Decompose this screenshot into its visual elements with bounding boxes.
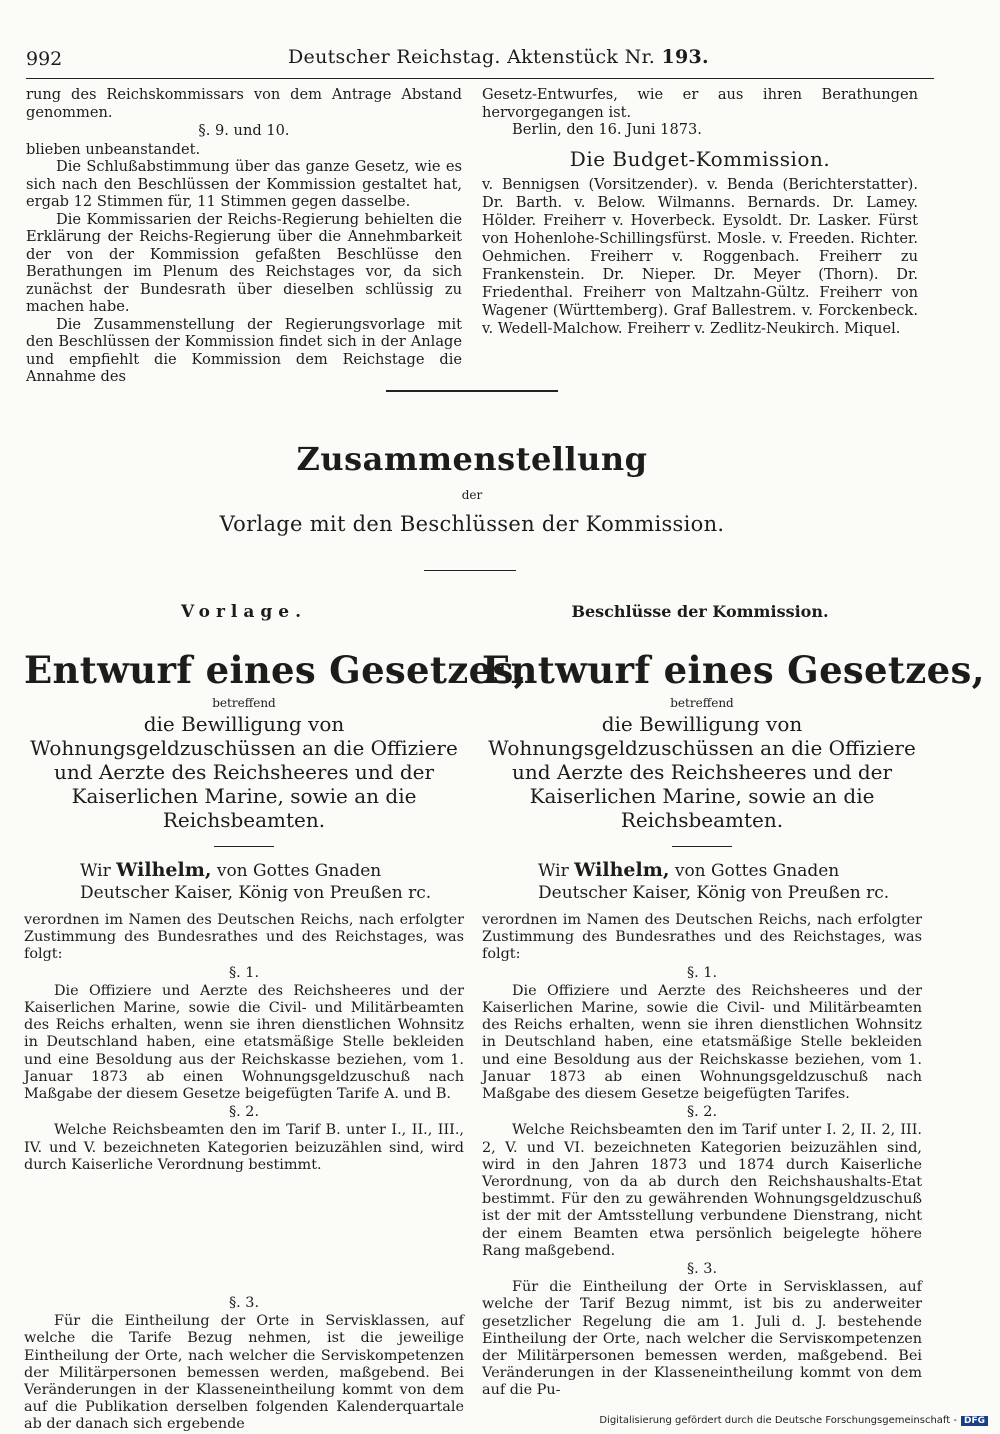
document-number: 193. [661, 46, 709, 68]
paragraph: Die Zusammenstellung der Regierungsvorlage mit den Beschlüssen der Kommission findet sich in der Anlage und empfiehlt die Kommission dem Reichstage die Annahme des [26, 315, 462, 385]
paragraph: Für die Eintheilung der Orte in Servisklassen, auf welche der Tarif Bezug nimmt, ist bis zu anderweiter gesetzlicher Regelung die am 1. Juli d. J. bestehende Eintheilung der Orte, nach welcher die Servisкompetenzen der Militärpersonen bemessen werden, maßgebend. Bei Veränderungen in der Klasseneintheilung kommt von dem auf die Pu- [482, 1279, 922, 1399]
short-rule [672, 846, 732, 847]
page-number: 992 [26, 48, 63, 70]
running-header [26, 44, 932, 74]
law-subject: die Bewilligung von Wohnungsgeldzuschüssen an die Offiziere und Aerzte des Reichsheeres und der Kaiserlichen Marine, sowie an die Reichsbeamten. [488, 712, 916, 832]
law-subject: die Bewilligung von Wohnungsgeldzuschüssen an die Offiziere und Aerzte des Reichsheeres und der Kaiserlichen Marine, sowie an die Reichsbeamten. [30, 712, 458, 832]
committee-title: Die Budget-Kommission. [569, 146, 831, 171]
blank-space [24, 1174, 464, 1234]
preamble-rest: von Gottes Gnaden Deutscher Kaiser, König von Preußen rc. [80, 861, 432, 903]
paragraph: rung des Reichskommissars von dem Antrage Abstand genommen. [26, 86, 462, 121]
short-divider [424, 570, 516, 571]
preamble-line [482, 859, 922, 904]
paragraph: verordnen im Namen des Deutschen Reichs, nach erfolgter Zustimmung des Bundesrathes und des Reichstages, was folgt: [24, 912, 464, 963]
running-title-text: Deutscher Reichstag. Aktenstück Nr. [288, 46, 656, 68]
preamble-line [24, 859, 464, 904]
paragraph: Für die Eintheilung der Orte in Servisklassen, auf welche die Tarife Bezug nehmen, ist die jeweilige Eintheilung der Orte, nach welcher die Serviskompetenzen der Militärpersonen bemessen werden, maßgebend. Bei Veränderungen in der Klasseneintheilung kommt von dem auf die Publikation derselben folgenden Kalenderquartale ab der danach sich ergebende [24, 1313, 464, 1433]
law-title: Entwurf eines Gesetzes, [482, 648, 985, 692]
paragraph: verordnen im Namen des Deutschen Reichs, nach erfolgter Zustimmung des Bundesrathes und des Reichstages, was folgt: [482, 912, 922, 963]
main-subtitle: Vorlage mit den Beschlüssen der Kommission. [219, 512, 725, 536]
paragraph: Die Schlußabstimmung über das ganze Gesetz, wie es sich nach den Beschlüssen der Kommission gestaltet hat, ergab 12 Stimmen für, 11 Stimmen gegen dasselbe. [26, 158, 462, 210]
dateline: Berlin, den 16. Juni 1873. [512, 121, 702, 138]
section-heading: §. 2. [686, 1104, 718, 1121]
blank-space [24, 1234, 464, 1294]
section-divider [386, 390, 558, 392]
top-right-column [482, 86, 918, 338]
law-draft-left [24, 648, 527, 1434]
dfg-logo: DFG [961, 1416, 988, 1426]
betreffend-label: betreffend [212, 696, 276, 710]
paragraph: Die Offiziere und Aerzte des Reichsheeres und der Kaiserlichen Marine, sowie die Civil- und Militärbeamten des Reichs erhalten, wenn sie ihren dienstlichen Wohnsitz in Deutschland haben, eine etatsmäßige Stelle bekleiden und eine Besoldung aus der Reichskasse beziehen, vom 1. Januar 1873 ab einen Wohnungsgeldzuschuß nach Maßgabe der diesem Gesetze beigefügten Tarife A. und B. [24, 982, 464, 1103]
column-heading-vorlage: Vorlage. [180, 602, 308, 622]
law-title: Entwurf eines Gesetzes, [24, 648, 527, 692]
paragraph: Die Kommissarien der Reichs-Regierung behielten die Erklärung der Reichs-Regierung über die Annehmbarkeit der von der Kommission gefaßten Beschlüsse den Berathungen im Plenum des Reichstages vor, da sich zunächst der Bundesrath über dieselben schlüssig zu machen habe. [26, 210, 462, 315]
betreffend-label: betreffend [670, 696, 734, 710]
paragraph: blieben unbeanstandet. [26, 140, 201, 158]
section-heading: §. 3. [228, 1295, 260, 1312]
title-connector: der [461, 488, 483, 502]
signatories-list: v. Bennigsen (Vorsitzender). v. Benda (Berichterstatter). Dr. Barth. v. Below. Wilmanns. Bernards. Dr. Lamey. Hölder. Freiherr v. Hoverbeck. Eysoldt. Dr. Lasker. Fürst von Hohenlohe-Schillingsfürst. Mosle. v. Freeden. Richter. Oehmichen. Freiherr v. Roggenbach. Freiherr zu Frankenstein. Dr. Nieper. Dr. Meyer (Thorn). Dr. Friedenthal. Freiherr von Maltzahn-Gültz. Freiherr von Wagener (Württemberg). Graf Ballestrem. v. Forckenbeck. v. Wedell-Malchow. Freiherr v. Zedlitz-Neukirch. Miquel. [482, 176, 918, 337]
short-rule [214, 846, 274, 847]
section-heading: §. 1. [686, 964, 718, 981]
emperor-name: Wilhelm, [574, 859, 670, 881]
section-heading: §. 2. [228, 1104, 260, 1121]
emperor-name: Wilhelm, [116, 859, 212, 881]
preamble-rest: von Gottes Gnaden Deutscher Kaiser, König von Preußen rc. [538, 861, 890, 903]
law-body [482, 912, 922, 1400]
paragraph: Gesetz-Entwurfes, wie er aus ihren Berathungen hervorgegangen ist. [482, 86, 918, 121]
header-rule [26, 78, 934, 79]
section-heading: §. 1. [228, 964, 260, 981]
digitization-credit [599, 1415, 988, 1426]
running-title [288, 46, 709, 68]
preamble-wir: Wir [80, 861, 111, 881]
credit-text: Digitalisierung gefördert durch die Deutsche Forschungsgemeinschaft - [599, 1415, 957, 1426]
column-heading-beschluesse: Beschlüsse der Kommission. [571, 602, 829, 621]
law-body [24, 912, 464, 1434]
paragraph: Welche Reichsbeamten den im Tarif unter I. 2, II. 2, III. 2, V. und VI. bezeichneten Kategorien beizuzählen sind, wird in den Jahren 1873 und 1874 durch Kaiserliche Verordnung, von da ab durch den Reichshaushalts-Etat bestimmt. Für den zu gewährenden Wohnungsgeldzuschuß ist der mit der Amtsstellung verbundene Dienstrang, nicht der einem Beamten etwa persönlich beigelegte höhere Rang maßgebend. [482, 1122, 922, 1259]
preamble-wir: Wir [538, 861, 569, 881]
section-heading: §. 3. [686, 1261, 718, 1278]
paragraph: Welche Reichsbeamten den im Tarif B. unter I., II., III., IV. und V. bezeichneten Kategorien beizuzählen sind, wird durch Kaiserliche Verordnung bestimmt. [24, 1122, 464, 1173]
section-heading: §. 9. und 10. [198, 122, 290, 139]
paragraph: Die Offiziere und Aerzte des Reichsheeres und der Kaiserlichen Marine, sowie die Civil- und Militärbeamten des Reichs erhalten, wenn sie ihren dienstlichen Wohnsitz in Deutschland haben, eine etatsmäßige Stelle bekleiden und eine Besoldung aus der Reichskasse beziehen, vom 1. Januar 1873 ab einen Wohnungsgeldzuschuß nach Maßgabe des diesem Gesetze beigefügten Tarifes. [482, 982, 922, 1103]
law-draft-right [482, 648, 985, 1400]
top-left-column [26, 86, 462, 386]
main-title: Zusammenstellung [296, 440, 648, 478]
